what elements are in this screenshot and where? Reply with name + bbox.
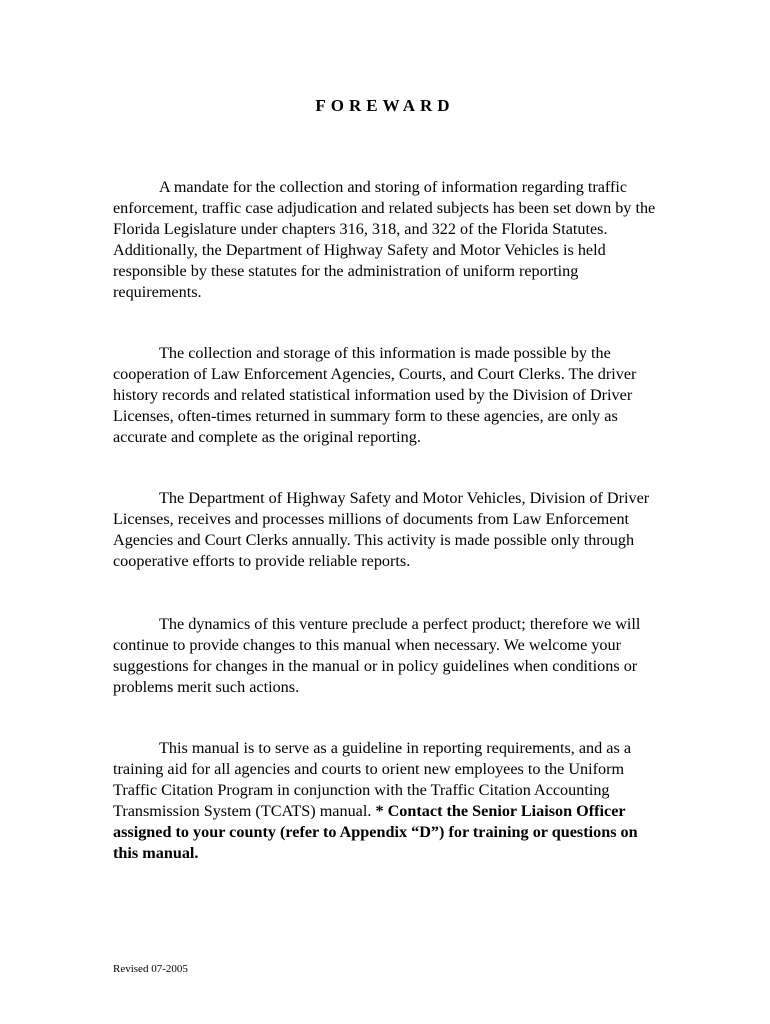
contact-liaison-notice: * Contact the Senior Liaison Officer assigned to your county (refer to Appendix “D”) for training or questions on this manual. <box>113 802 638 862</box>
revision-footer: Revised 07-2005 <box>113 963 188 975</box>
paragraph-mandate: A mandate for the collection and storing of information regarding traffic enforcement, traffic case adjudication and related subjects has been set down by the Florida Legislature under chapters 316, 318, and 322 of the Florida Statutes. Additionally, the Department of Highway Safety and Motor Vehicles is held responsible by these statutes for the administration of uniform reporting requirements. <box>113 178 656 301</box>
paragraph-collection: The collection and storage of this information is made possible by the cooperation of Law Enforcement Agencies, Courts, and Court Clerks. The driver history records and related statistical information used by the Division of Driver Licenses, often-times returned in summary form to these agencies, are only as accurate and complete as the original reporting. <box>113 344 637 446</box>
paragraph-dynamics: The dynamics of this venture preclude a perfect product; therefore we will continue to provide changes to this manual when necessary. We welcome your suggestions for changes in the manual or in policy guidelines when conditions or problems merit such actions. <box>113 615 641 696</box>
paragraph-department: The Department of Highway Safety and Motor Vehicles, Division of Driver Licenses, receives and processes millions of documents from Law Enforcement Agencies and Court Clerks annually. This activity is made possible only through cooperative efforts to provide reliable reports. <box>113 489 650 570</box>
paragraph-manual-purpose <box>113 738 661 864</box>
page-title: FOREWARD <box>315 96 455 115</box>
manual-purpose-text: This manual is to serve as a guideline in reporting requirements, and as a training aid for all agencies and courts to orient new employees to the Uniform Traffic Citation Program in conjunction with the Traffic Citation Accounting Transmission System (TCATS) manual. <box>113 739 631 820</box>
